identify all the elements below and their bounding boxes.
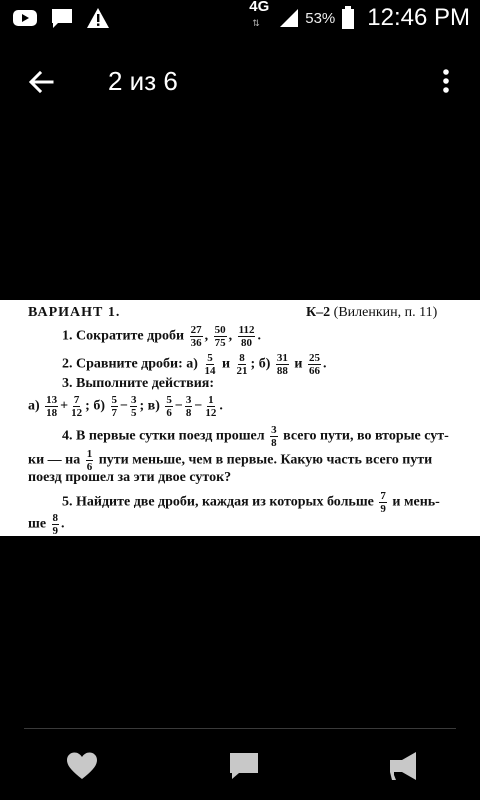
data-arrows-icon: ⇅ <box>252 18 260 28</box>
task-3-expressions: а) $\frac{13}{18}$ + $\frac{7}{12}$ ; б) $\frac{5}{7}$ − $\frac{3}{5}$ ; в) $\frac{5}{6}$ − $\frac{3}{8}$ − $\frac{1}{12}$ . <box>28 394 223 419</box>
warning-icon <box>86 7 110 29</box>
task-2-text: 2. Сравните дроби: <box>62 356 183 372</box>
task-4-line-3: поезд прошел за эти двое суток? <box>28 470 232 485</box>
fraction: $\frac{13}{18}$ <box>46 394 58 419</box>
more-options-button[interactable] <box>432 64 460 100</box>
app-bar <box>0 36 480 126</box>
network-type: 4G <box>249 0 270 15</box>
system-status <box>249 0 470 32</box>
fraction: $\frac{112}{80}$ <box>238 324 255 349</box>
battery-icon <box>341 6 355 30</box>
network-indicator <box>249 0 273 32</box>
fraction: $\frac{7}{9}$ <box>380 490 386 515</box>
fraction: $\frac{5}{14}$ <box>204 352 216 377</box>
youtube-icon <box>12 8 38 28</box>
fraction: $\frac{5}{6}$ <box>166 394 172 419</box>
megaphone-icon <box>386 748 422 784</box>
task-5-line-1: 5. Найдите две дроби, каждая из которых больше $\frac{7}{9}$ и мень- <box>62 490 440 515</box>
fraction: $\frac{8}{9}$ <box>52 512 59 537</box>
fraction: $\frac{1}{12}$ <box>205 394 217 419</box>
fraction: $\frac{25}{66}$ <box>308 352 320 377</box>
notification-icons <box>12 7 110 29</box>
message-icon <box>50 7 74 29</box>
task-3-title: 3. Выполните действия: <box>62 376 215 391</box>
test-reference <box>306 305 437 321</box>
back-button[interactable] <box>22 64 62 100</box>
page-counter-title: 2 из 6 <box>108 66 178 96</box>
task-1: 1. Сократите дроби $\frac{27}{36}$ , $\frac{50}{75}$ , $\frac{112}{80}$ . <box>62 324 261 349</box>
worksheet-photo[interactable] <box>0 300 480 536</box>
task-4-line-1: 4. В первые сутки поезд прошел $\frac{3}{8}$ всего пути, во вторые сут- <box>62 424 449 449</box>
signal-icon <box>279 8 299 28</box>
fraction: $\frac{5}{7}$ <box>111 394 117 419</box>
fraction: $\frac{3}{8}$ <box>271 424 277 449</box>
task-4-line-2: ки — на $\frac{1}{6}$ пути меньше, чем в первые. Какую часть всего пути <box>28 448 433 473</box>
report-button[interactable] <box>386 748 422 784</box>
heart-icon <box>64 748 100 784</box>
fraction: $\frac{3}{5}$ <box>130 394 137 419</box>
fraction: $\frac{50}{75}$ <box>214 324 226 349</box>
task-1-text: 1. Сократите дроби <box>62 328 185 344</box>
fraction: $\frac{1}{6}$ <box>86 448 93 473</box>
fraction: $\frac{7}{12}$ <box>71 394 83 419</box>
more-vert-icon <box>432 64 460 100</box>
comment-icon <box>226 748 262 784</box>
fraction: $\frac{8}{21}$ <box>236 352 248 377</box>
comment-button[interactable] <box>226 748 262 784</box>
fraction: $\frac{3}{8}$ <box>185 394 192 419</box>
status-bar <box>0 0 480 36</box>
fraction: $\frac{31}{88}$ <box>276 352 288 377</box>
variant-heading: ВАРИАНТ 1. <box>28 305 121 320</box>
back-arrow-icon <box>22 64 62 100</box>
like-button[interactable] <box>64 748 100 784</box>
task-2: 2. Сравните дроби: а) $\frac{5}{14}$ и $\frac{8}{21}$ ; б) $\frac{31}{88}$ и $\frac{25}{66}$ . <box>62 352 327 377</box>
fraction: $\frac{27}{36}$ <box>190 324 202 349</box>
clock: 12:46 PM <box>367 4 470 31</box>
task-5-line-2: ше $\frac{8}{9}$ . <box>28 512 65 537</box>
bottom-divider <box>24 728 456 729</box>
textbook-reference: (Виленкин, п. 11) <box>333 305 438 320</box>
battery-percent: 53% <box>305 9 336 27</box>
test-code: К–2 <box>306 305 331 320</box>
